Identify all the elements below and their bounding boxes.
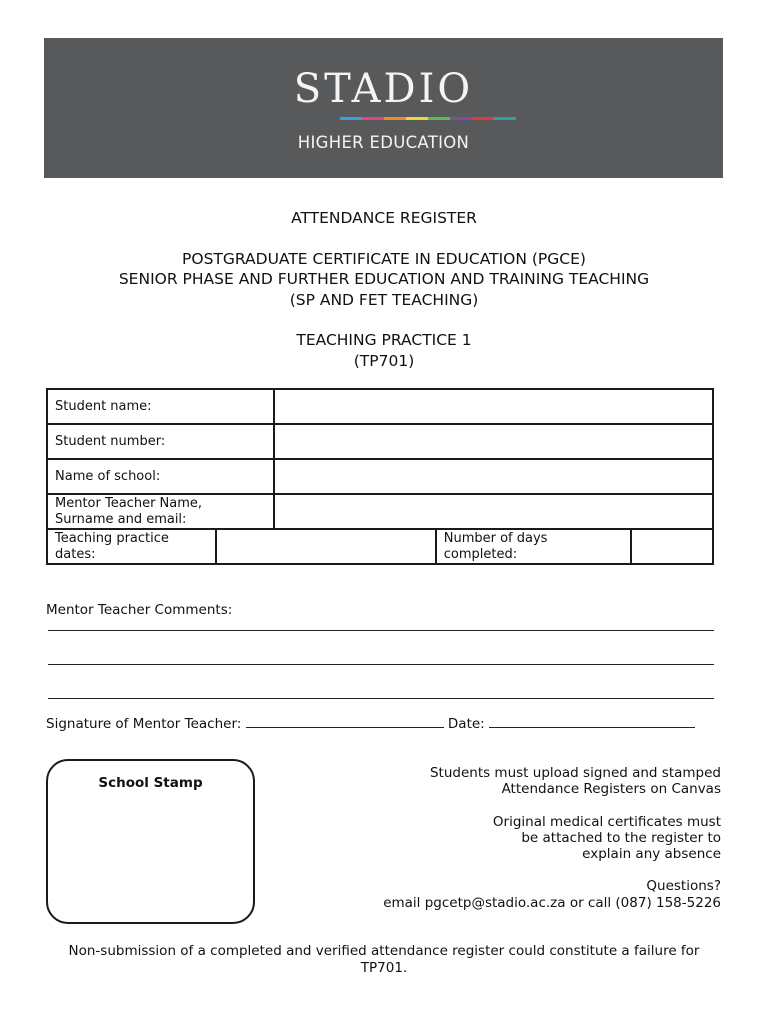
student-number-label: Student number:: [47, 424, 274, 459]
days-completed-label: [436, 529, 631, 564]
school-stamp-label: School Stamp: [98, 775, 203, 791]
header-banner: [44, 38, 723, 178]
date-label: Date:: [447, 716, 485, 732]
failure-warning: [40, 943, 728, 977]
programme-title-line2: SENIOR PHASE AND FURTHER EDUCATION AND TRAINING TEACHING: [118, 270, 650, 288]
days-completed-field[interactable]: [631, 529, 713, 564]
dates-label-line1: Teaching practice: [55, 530, 169, 546]
dates-label-line2: dates:: [55, 546, 96, 562]
module-title-line2: (TP701): [353, 351, 415, 370]
signature-line[interactable]: [246, 717, 444, 728]
upload-note-line1: Students must upload signed and stamped: [429, 765, 721, 781]
module-title-line1: TEACHING PRACTICE 1: [296, 331, 472, 349]
logo-color-bar: [340, 117, 516, 120]
student-name-field[interactable]: [274, 389, 713, 424]
submission-notes: [321, 765, 721, 927]
color-stripe: [384, 117, 406, 120]
color-stripe: [494, 117, 516, 120]
color-stripe: [362, 117, 384, 120]
student-name-label: Student name:: [47, 389, 274, 424]
document-titles: [0, 208, 768, 371]
mentor-label-line2: Surname and email:: [55, 511, 187, 527]
color-stripe: [340, 117, 362, 120]
school-name-label: Name of school:: [47, 459, 274, 494]
days-label-line1: Number of days: [443, 530, 548, 546]
comment-line[interactable]: [48, 630, 714, 631]
logo-subtitle: HIGHER EDUCATION: [297, 133, 470, 152]
school-name-field[interactable]: [274, 459, 713, 494]
color-stripe: [406, 117, 428, 120]
upload-note-line2: Attendance Registers on Canvas: [501, 781, 721, 798]
student-number-field[interactable]: [274, 424, 713, 459]
signature-label: Signature of Mentor Teacher:: [46, 716, 242, 732]
school-stamp-box: [46, 759, 255, 924]
mentor-label-line1: Mentor Teacher Name,: [55, 495, 203, 511]
stadio-logo: STADIO: [293, 66, 474, 112]
register-title: ATTENDANCE REGISTER: [291, 209, 477, 227]
medical-note-line2: be attached to the register to: [521, 829, 721, 846]
practice-dates-field[interactable]: [216, 529, 436, 564]
practice-dates-label: [47, 529, 216, 564]
comment-line[interactable]: [48, 664, 714, 665]
color-stripe: [450, 117, 472, 120]
comment-line[interactable]: [48, 698, 714, 699]
mentor-teacher-label: [47, 494, 274, 529]
warning-line2: TP701.: [360, 960, 408, 976]
contact-info: email pgcetp@stadio.ac.za or call (087) 158-5226: [383, 894, 721, 911]
questions-label: Questions?: [646, 878, 721, 895]
color-stripe: [472, 117, 494, 120]
days-label-line2: completed:: [443, 546, 518, 562]
mentor-teacher-field[interactable]: [274, 494, 713, 529]
programme-title-line3: (SP AND FET TEACHING): [289, 290, 479, 309]
student-details-table: [46, 388, 714, 565]
programme-title-line1: POSTGRADUATE CERTIFICATE IN EDUCATION (PGCE): [182, 249, 586, 268]
date-line[interactable]: [489, 717, 695, 728]
color-stripe: [428, 117, 450, 120]
signature-row: [46, 716, 726, 732]
mentor-comments-label: Mentor Teacher Comments:: [46, 602, 233, 618]
warning-line1: Non-submission of a completed and verified attendance register could constitute a failure for: [68, 943, 700, 959]
medical-note-line3: explain any absence: [582, 846, 721, 863]
medical-note-line1: Original medical certificates must: [492, 813, 721, 830]
